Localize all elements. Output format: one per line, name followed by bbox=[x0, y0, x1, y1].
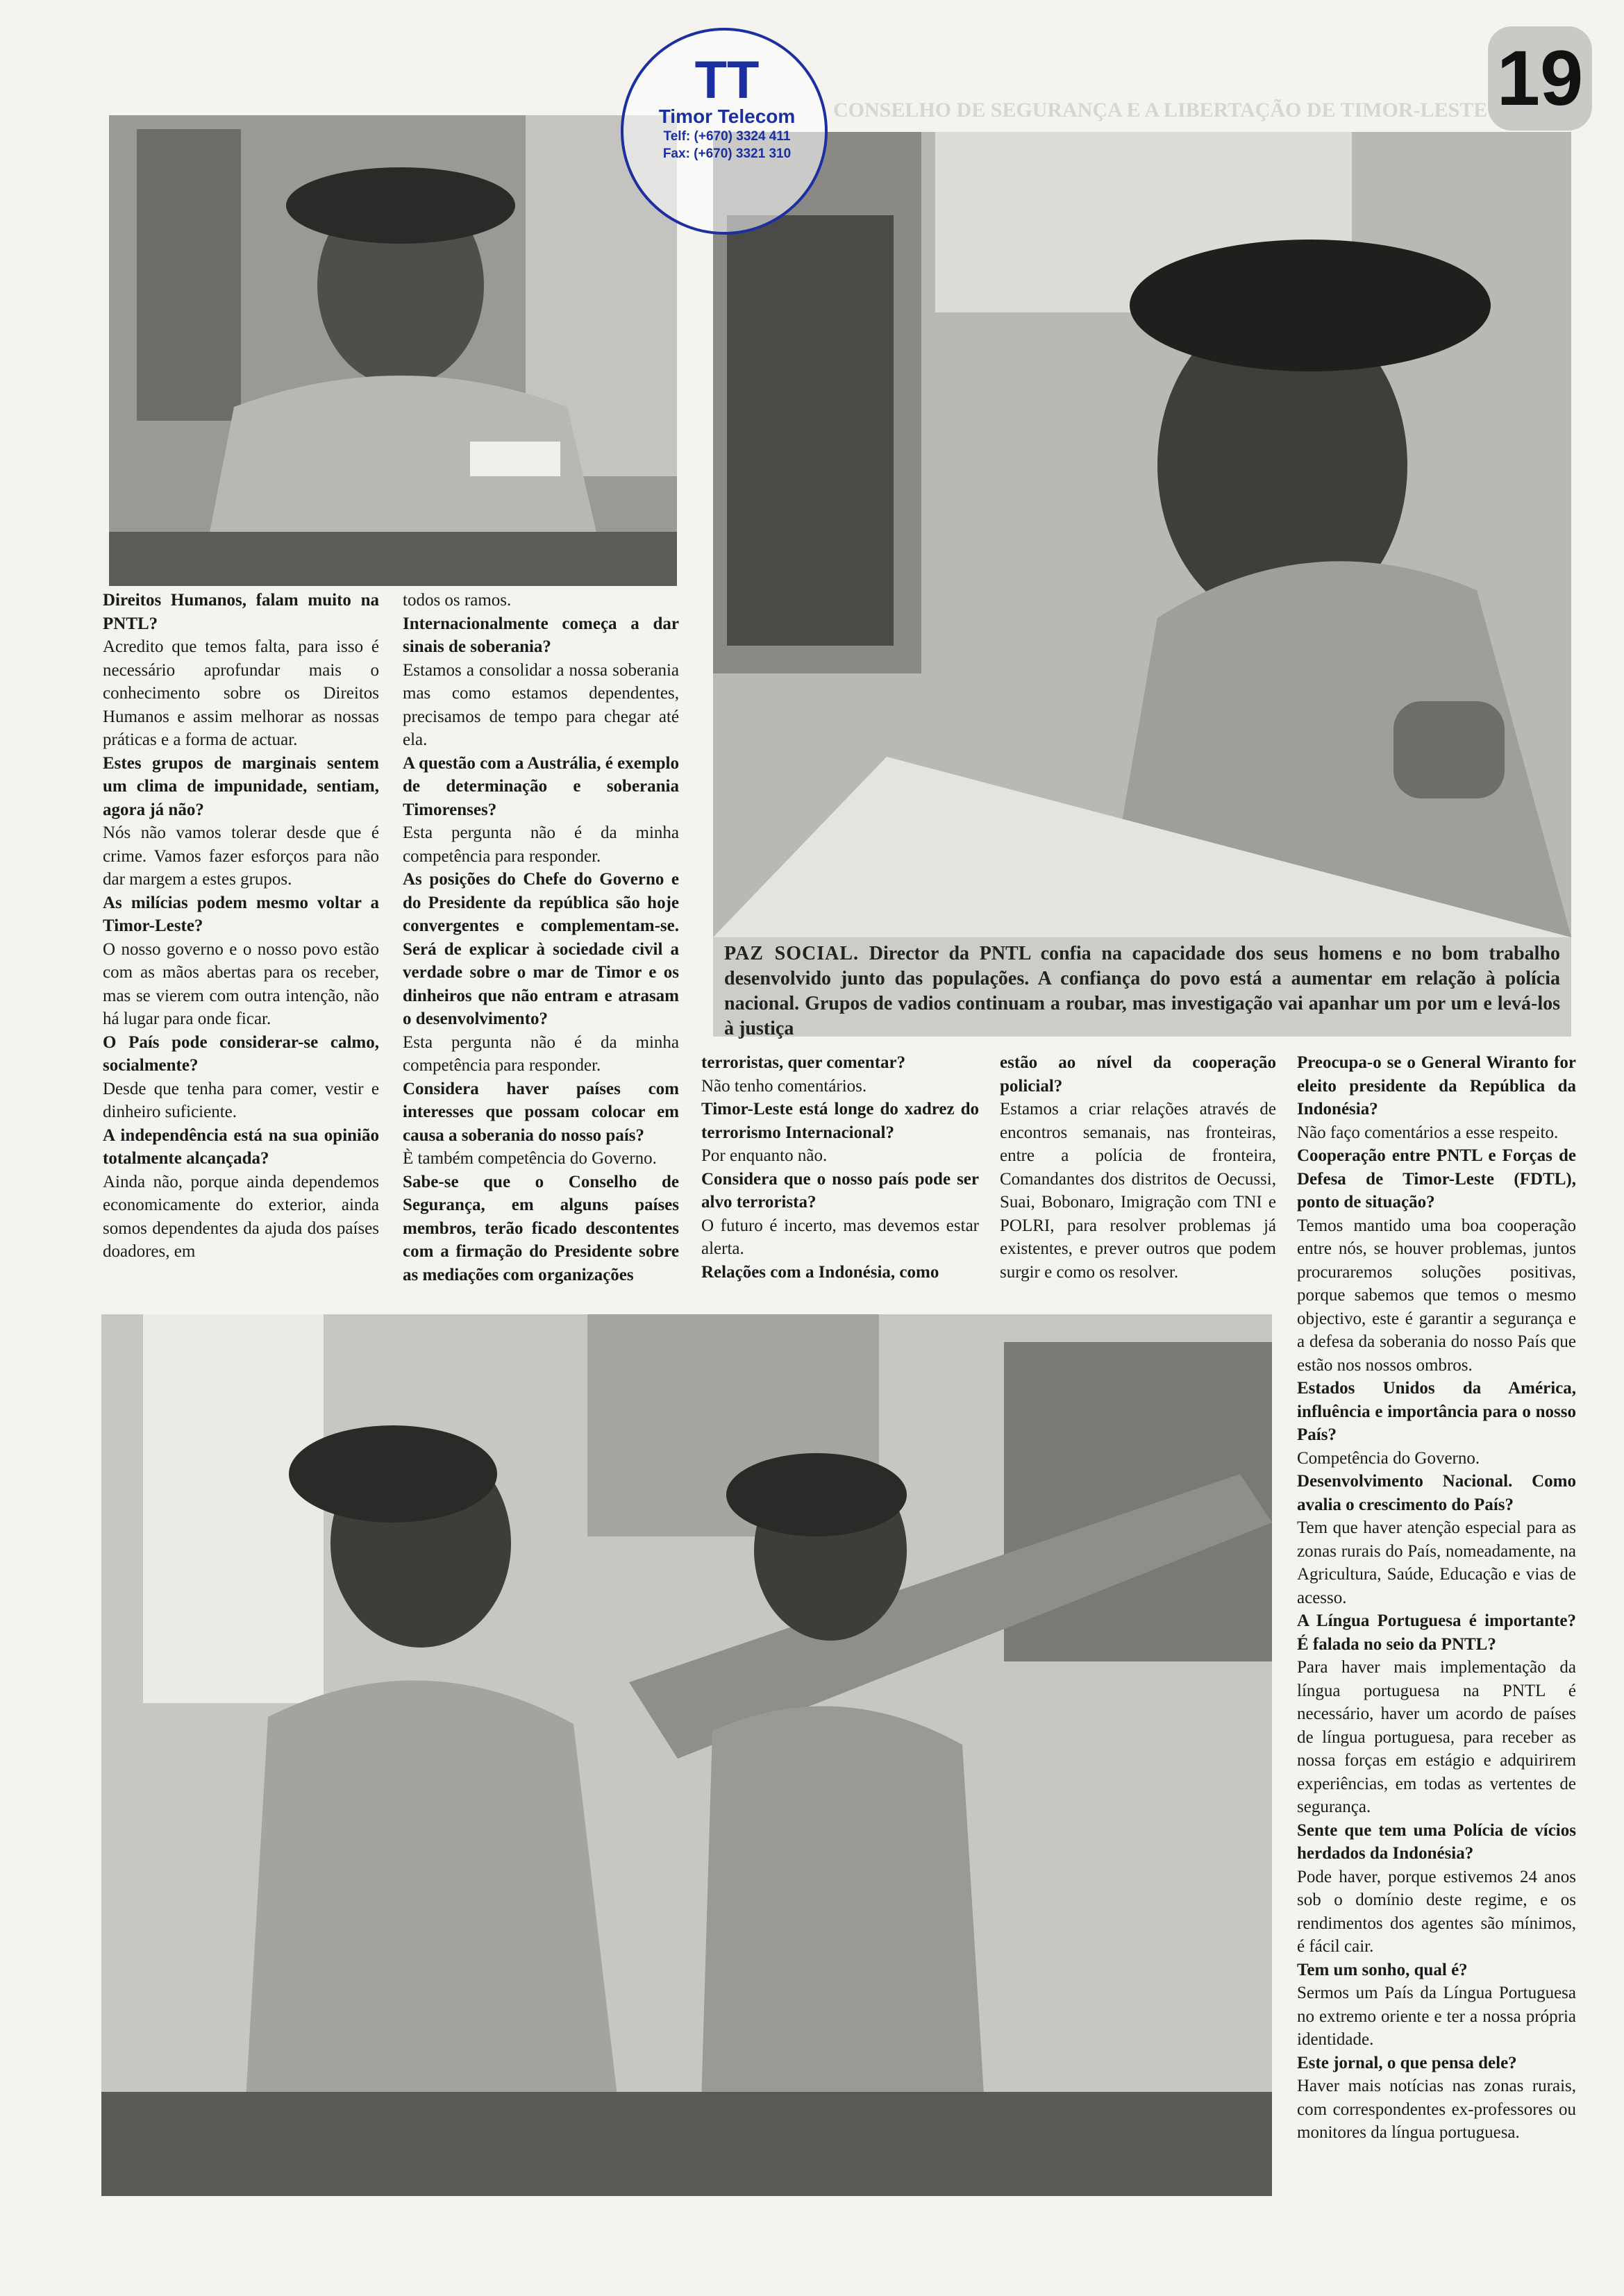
question: Timor-Leste está longe do xadrez do terrorismo Internacional? bbox=[701, 1100, 979, 1142]
answer: todos os ramos. bbox=[403, 591, 512, 610]
question: Este jornal, o que pensa dele? bbox=[1297, 2053, 1517, 2072]
photo-female-officers-illustration bbox=[101, 1314, 1272, 2196]
column-1 bbox=[103, 589, 379, 1264]
answer: Ainda não, porque ainda dependemos economicamente do exterior, ainda somos dependentes da ajuda dos países doadores, em bbox=[103, 1172, 379, 1261]
answer: Estamos a criar relações através de encontros semanais, nas fronteiras, entre a polícia de fronteira, Comandantes dos distritos de Oecussi, Suai, Bobonaro, Imigração com TNI e POLRI, para resolver problemas já existentes, e prever outros que podem surgir e como os resolver. bbox=[1000, 1100, 1276, 1282]
question: estão ao nível da cooperação policial? bbox=[1000, 1053, 1276, 1096]
question: Direitos Humanos, falam muito na PNTL? bbox=[103, 591, 379, 633]
question: A Língua Portuguesa é importante? É falada no seio da PNTL? bbox=[1297, 1611, 1576, 1654]
caption-kicker: PAZ SOCIAL. bbox=[724, 943, 859, 964]
answer: Estamos a consolidar a nossa soberania mas como estamos dependentes, precisamos de tempo para chegar até ela. bbox=[403, 660, 679, 749]
answer: Tem que haver atenção especial para as zonas rurais do País, nomeadamente, na Agricultura, Saúde, Educação e vias de acesso. bbox=[1297, 1518, 1576, 1607]
photo-director bbox=[713, 132, 1571, 937]
question: A independência está na sua opinião totalmente alcançada? bbox=[103, 1125, 379, 1168]
timor-telecom-logo-icon: TT bbox=[694, 51, 760, 110]
photo-female-officers bbox=[101, 1314, 1272, 2196]
answer: Não tenho comentários. bbox=[701, 1076, 867, 1096]
photo-director-illustration bbox=[713, 132, 1571, 937]
question: Cooperação entre PNTL e Forças de Defesa de Timor-Leste (FDTL), ponto de situação? bbox=[1297, 1146, 1576, 1212]
timor-telecom-stamp bbox=[621, 28, 828, 235]
answer: Para haver mais implementação da língua portuguesa na PNTL é necessário, haver um acordo de países de língua portuguesa, para receber as nossa forças em estágio e adquirirem experiências, em todas as vertentes de segurança. bbox=[1297, 1658, 1576, 1816]
column-2 bbox=[403, 589, 679, 1287]
question: Sabe-se que o Conselho de Segurança, em alguns países membros, terão ficado descontentes com a firmação do Presidente sobre as mediações com organizações bbox=[403, 1172, 679, 1284]
answer: Pode haver, porque estivemos 24 anos sob o domínio deste regime, e os rendimentos dos agentes são mínimos, é fácil cair. bbox=[1297, 1867, 1576, 1956]
answer: Esta pergunta não é da minha competência para responder. bbox=[403, 1032, 679, 1075]
page-number: 19 bbox=[1488, 26, 1592, 131]
answer: Sermos um País da Língua Portuguesa no extremo oriente e ter a nossa própria identidade. bbox=[1297, 1984, 1576, 2049]
question: A questão com a Austrália, é exemplo de determinação e soberania Timorenses? bbox=[403, 753, 679, 819]
answer: O nosso governo e o nosso povo estão com as mãos abertas para os receber, mas se vierem com outra intenção, não há lugar para onde ficar. bbox=[103, 939, 379, 1028]
show-through-header: CONSELHO DE SEGURANÇA E A LIBERTAÇÃO DE TIMOR-LESTE bbox=[833, 99, 1488, 121]
answer: È também competência do Governo. bbox=[403, 1149, 657, 1168]
question: Considera haver países com interesses que possam colocar em causa a soberania do nosso país? bbox=[403, 1079, 679, 1145]
answer: Nós não vamos tolerar desde que é crime. Vamos fazer esforços para não dar margem a estes grupos. bbox=[103, 823, 379, 889]
stamp-brand: Timor Telecom bbox=[658, 106, 796, 127]
question: As posições do Chefe do Governo e do Presidente da república são hoje convergentes e complementam-se. Será de explicar à sociedade civil a verdade sobre o mar de Timor e os dinheiros que não entram e atrasam o desenvolvimento? bbox=[403, 870, 679, 1028]
question: Estados Unidos da América, influência e importância para o nosso País? bbox=[1297, 1379, 1576, 1444]
answer: Competência do Governo. bbox=[1297, 1448, 1480, 1468]
question: Internacionalmente começa a dar sinais de soberania? bbox=[403, 614, 679, 656]
question: As milícias podem mesmo voltar a Timor-Leste? bbox=[103, 893, 379, 935]
question: Estes grupos de marginais sentem um clima de impunidade, sentiam, agora já não? bbox=[103, 753, 379, 819]
question: terroristas, quer comentar? bbox=[701, 1053, 906, 1072]
photo-caption bbox=[713, 937, 1571, 1037]
answer: Temos mantido uma boa cooperação entre nós, se houver problemas, juntos procuraremos soluções positivas, porque sabemos que temos o mesmo objectivo, este é garantir a segurança e a defesa da soberania do nosso País que estão nos nossos ombros. bbox=[1297, 1216, 1576, 1375]
answer: Desde que tenha para comer, vestir e dinheiro suficiente. bbox=[103, 1079, 379, 1121]
question: Tem um sonho, qual é? bbox=[1297, 1960, 1468, 1979]
answer: Não faço comentários a esse respeito. bbox=[1297, 1123, 1559, 1142]
answer: O futuro é incerto, mas devemos estar alerta. bbox=[701, 1216, 979, 1258]
caption-text: Director da PNTL confia na capacidade dos seus homens e no bom trabalho desenvolvido junto das populações. A confiança do povo está a aumentar em relação à polícia nacional. Grupos de vadios continuam a roubar, mas investigação vai apanhar um por um e levá-los à justiça bbox=[724, 943, 1561, 1039]
column-4 bbox=[1000, 1051, 1276, 1284]
stamp-fax: Fax: (+670) 3321 310 bbox=[662, 146, 792, 161]
question: Considera que o nosso país pode ser alvo terrorista? bbox=[701, 1169, 979, 1212]
photo-officer-seated-illustration bbox=[109, 115, 677, 586]
question: Preocupa-o se o General Wiranto for eleito presidente da República da Indonésia? bbox=[1297, 1053, 1576, 1118]
question: O País pode considerar-se calmo, socialmente? bbox=[103, 1032, 379, 1075]
column-5 bbox=[1297, 1051, 1576, 2145]
answer: Por enquanto não. bbox=[701, 1146, 828, 1165]
question: Relações com a Indonésia, como bbox=[701, 1262, 939, 1282]
column-3 bbox=[701, 1051, 979, 1284]
photo-officer-seated bbox=[109, 115, 677, 586]
stamp-tel: Telf: (+670) 3324 411 bbox=[663, 129, 791, 144]
question: Desenvolvimento Nacional. Como avalia o crescimento do País? bbox=[1297, 1472, 1576, 1514]
answer: Acredito que temos falta, para isso é necessário aprofundar mais o conhecimento sobre os Direitos Humanos e assim melhorar as nossas práticas e a forma de actuar. bbox=[103, 637, 379, 749]
answer: Esta pergunta não é da minha competência para responder. bbox=[403, 823, 679, 866]
question: Sente que tem uma Polícia de vícios herdados da Indonésia? bbox=[1297, 1820, 1576, 1863]
answer: Haver mais notícias nas zonas rurais, com correspondentes ex-professores ou monitores da língua portuguesa. bbox=[1297, 2077, 1576, 2142]
